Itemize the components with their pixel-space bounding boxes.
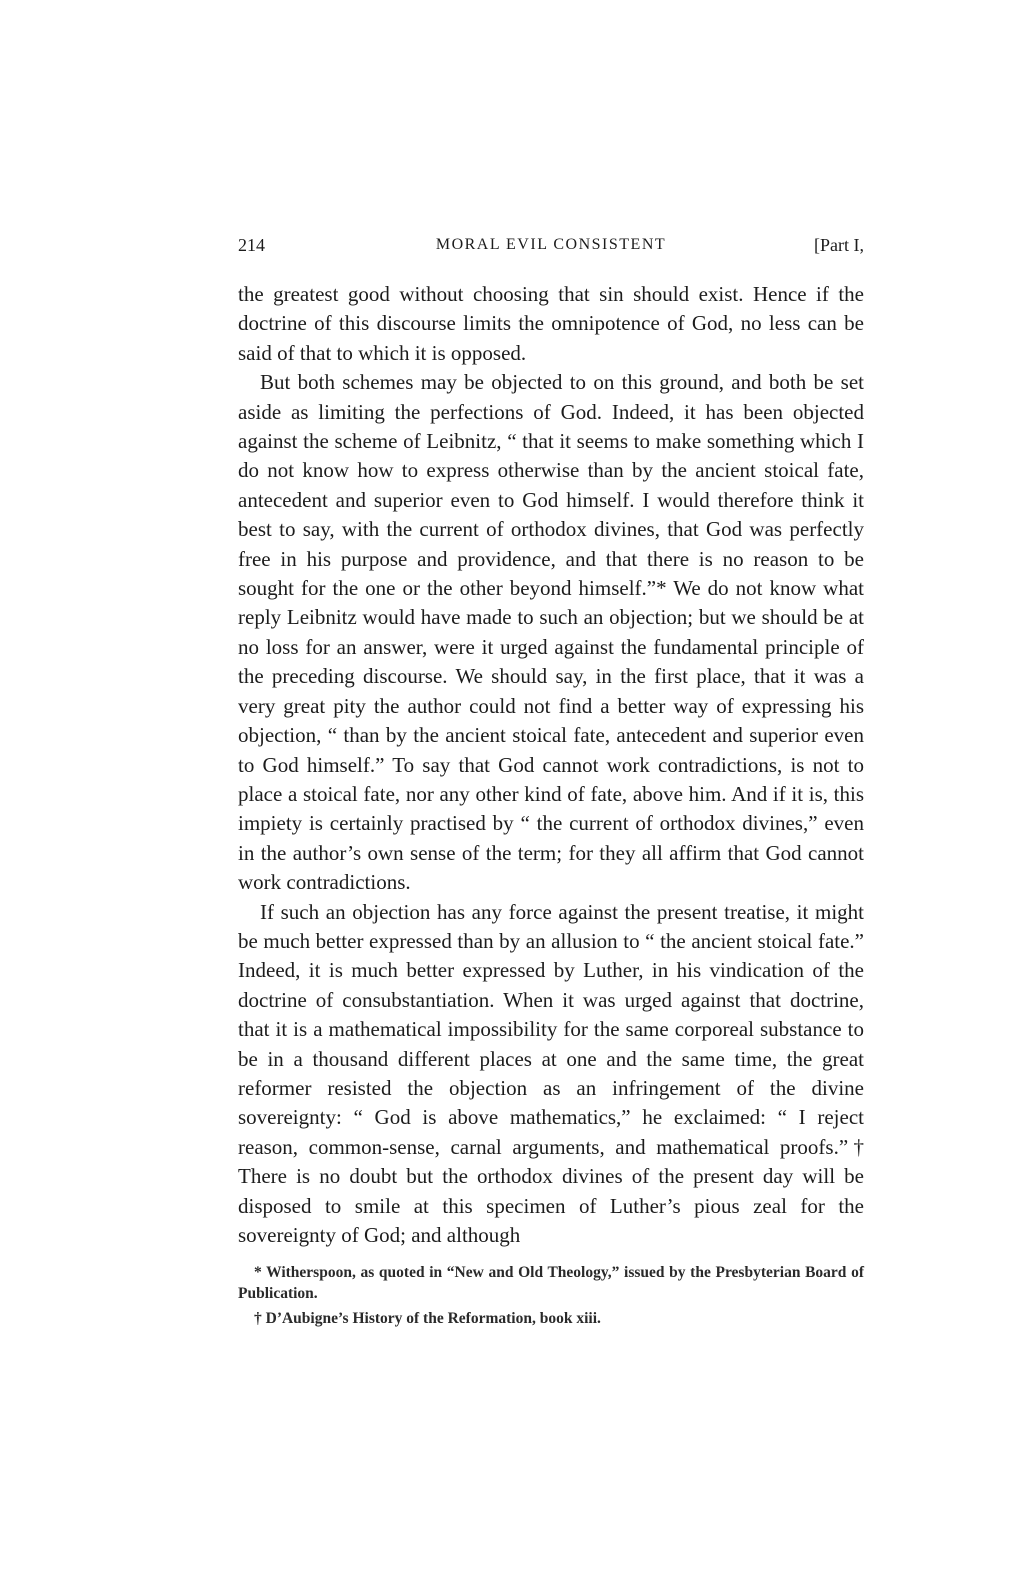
body-text — [238, 280, 864, 1250]
running-header — [238, 230, 864, 260]
paragraph-continued: the greatest good without choosing that sin should exist. Hence if the doctrine of this discourse limits the omnipotence of God, no less can be said of that to which it is opposed. — [238, 282, 864, 365]
paragraph: But both schemes may be objected to on this ground, and both be set aside as limiting the perfections of God. Indeed, it has been objected against the scheme of Leibnitz, “ that it seems to make something which I do not know how to express otherwise than by the ancient stoical fate, antecedent and superior even to God himself. I would therefore think it best to say, with the current of orthodox divines, that God was perfectly free in his purpose and providence, and that there is no reason to be sought for the one or the other beyond himself.”* We do not know what reply Leibnitz would have made to such an objection; but we should be at no loss for an answer, were it urged against the fundamental principle of the preceding discourse. We should say, in the first place, that it was a very great pity the author could not find a better way of expressing his objection, “ than by the ancient stoical fate, antecedent and superior even to God himself.” To say that God cannot work contradictions, is not to place a stoical fate, nor any other kind of fate, above him. And if it is, this impiety is certainly practised by “ the current of orthodox divines,” even in the author’s own sense of the term; for they all affirm that God cannot work contradictions. — [238, 370, 864, 895]
book-page — [238, 230, 864, 1329]
footnote: † D’Aubigne’s History of the Reformation, book xiii. — [254, 1310, 601, 1328]
page-number: 214 — [238, 235, 265, 255]
running-title: MORAL EVIL CONSISTENT — [435, 236, 667, 253]
footnotes — [238, 1262, 864, 1329]
footnote: * Witherspoon, as quoted in “New and Old Theology,” issued by the Presbyterian Board of Publication. — [238, 1264, 864, 1303]
paragraph: If such an objection has any force against the present treatise, it might be much better expressed than by an allusion to “ the ancient stoical fate.” Indeed, it is much better expressed by Luther, in his vindication of the doctrine of consubstantiation. When it was urged against that doctrine, that it is a mathematical impossibility for the same corporeal substance to be in a thousand different places at one and the same time, the great reformer resisted the objection as an infringement of the divine sovereignty: “ God is above mathematics,” he exclaimed: “ I reject reason, common-sense, carnal arguments, and mathematical proofs.”† There is no doubt but the orthodox divines of the present day will be disposed to smile at this specimen of Luther’s pious zeal for the sovereignty of God; and although — [238, 899, 864, 1247]
part-label: [Part I, — [814, 235, 864, 255]
